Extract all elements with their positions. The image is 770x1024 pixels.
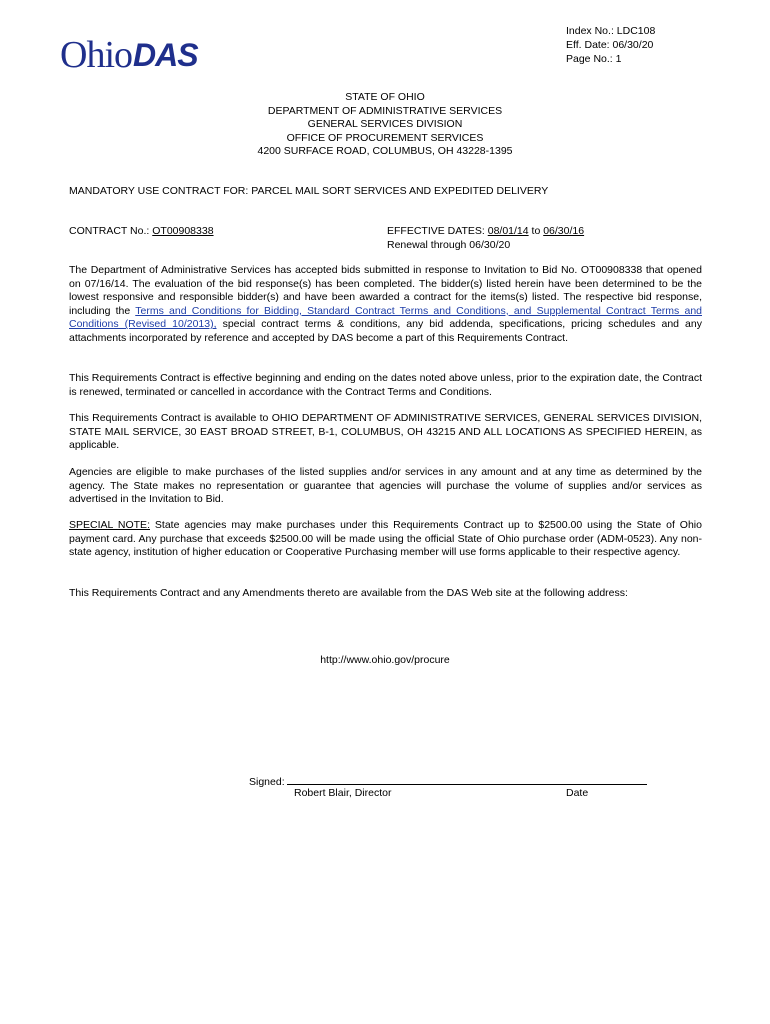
procure-url[interactable]: http://www.ohio.gov/procure [320,654,450,666]
signature-line [249,774,647,788]
effective-dates-block [387,225,584,252]
paragraph-website: This Requirements Contract and any Amendments thereto are available from the DAS Web site at the following address: [69,587,628,599]
director-name: Robert Blair, Director [294,787,392,799]
logo-das-text: DAS [133,37,198,73]
contract-number-label: CONTRACT No.: [69,225,153,237]
contract-number-line [69,225,214,237]
effective-date: Eff. Date: 06/30/20 [566,39,654,51]
renewal-line: Renewal through 06/30/20 [387,238,511,251]
special-note-text: State agencies may make purchases under this Requirements Contract up to $2500.00 using the State of Ohio payment card. Any purchase that exceeds $2500.00 will be made using the official State of Ohio purchase order (ADM-0523). Any non-state agency, institution of higher education or Cooperative Purchasing member will use forms applicable to their respective agency. [69,519,702,559]
page-number: Page No.: 1 [566,53,622,65]
terms-conditions-link[interactable]: Terms and Conditions for Bidding, Standard Contract Terms and Conditions, and Supplemental Contract Terms and Conditions (Revised 10/2013), [69,304,702,331]
effective-dates-label: EFFECTIVE DATES: [387,225,488,237]
paragraph-availability: This Requirements Contract is available to OHIO DEPARTMENT OF ADMINISTRATIVE SERVICES, GENERAL SERVICES DIVISION, STATE MAIL SERVICE, 30 EAST BROAD STREET, B-1, COLUMBUS, OH 43215 AND ALL LOCATIONS AS SPECIFIED HEREIN, as applicable. [69,412,702,452]
ohio-das-logo [60,34,198,76]
date-label: Date [566,787,589,799]
paragraph-effective: This Requirements Contract is effective beginning and ending on the dates noted above unless, prior to the expiration date, the Contract is renewed, terminated or cancelled in accordance with the Contract Terms and Conditions. [69,372,702,398]
logo-ohio-text: Ohio [60,34,132,76]
paragraph-award-text-b: special contract terms & conditions, any bid addenda, specifications, pricing schedules and any attachments incorporated by reference and accepted by DAS become a part of this Requirements Contract. [69,318,702,344]
signed-label: Signed: [249,776,285,788]
index-block [566,24,655,66]
effective-start-date: 08/01/14 [487,225,529,237]
header-line-department: DEPARTMENT OF ADMINISTRATIVE SERVICES [267,104,503,117]
header-line-division: GENERAL SERVICES DIVISION [307,118,463,131]
paragraph-special-note [69,519,702,560]
special-note-label: SPECIAL NOTE: [69,519,150,531]
effective-end-date: 06/30/16 [543,225,585,237]
paragraph-eligibility: Agencies are eligible to make purchases of the listed supplies and/or services in any amount and at any time as determined by the agency. The State makes no representation or guarantee that agencies will purchase the volume of supplies and/or services as advertised in the Invitation to Bid. [69,466,702,506]
signature-underline [287,774,647,785]
effective-to: to [528,225,544,237]
paragraph-award [69,264,702,346]
contract-title: MANDATORY USE CONTRACT FOR: PARCEL MAIL SORT SERVICES AND EXPEDITED DELIVERY [69,185,549,197]
header-line-state: STATE OF OHIO [345,91,425,103]
agency-header [0,91,770,159]
index-number: Index No.: LDC108 [566,25,656,37]
header-line-office: OFFICE OF PROCUREMENT SERVICES [286,131,484,144]
contract-number: OT00908338 [152,225,214,237]
paragraph-award-text-a: The Department of Administrative Services has accepted bids submitted in response to Invitation to Bid No. OT00908338 that opened on 07/16/14. The evaluation of the bid response(s) has been completed. The bidder(s) listed herein have been determined to be the lowest responsive and responsible bidder(s) and have been awarded a contract for the items(s) listed. The respective bid response, including the [69,264,702,317]
header-line-address: 4200 SURFACE ROAD, COLUMBUS, OH 43228-1395 [257,145,513,158]
